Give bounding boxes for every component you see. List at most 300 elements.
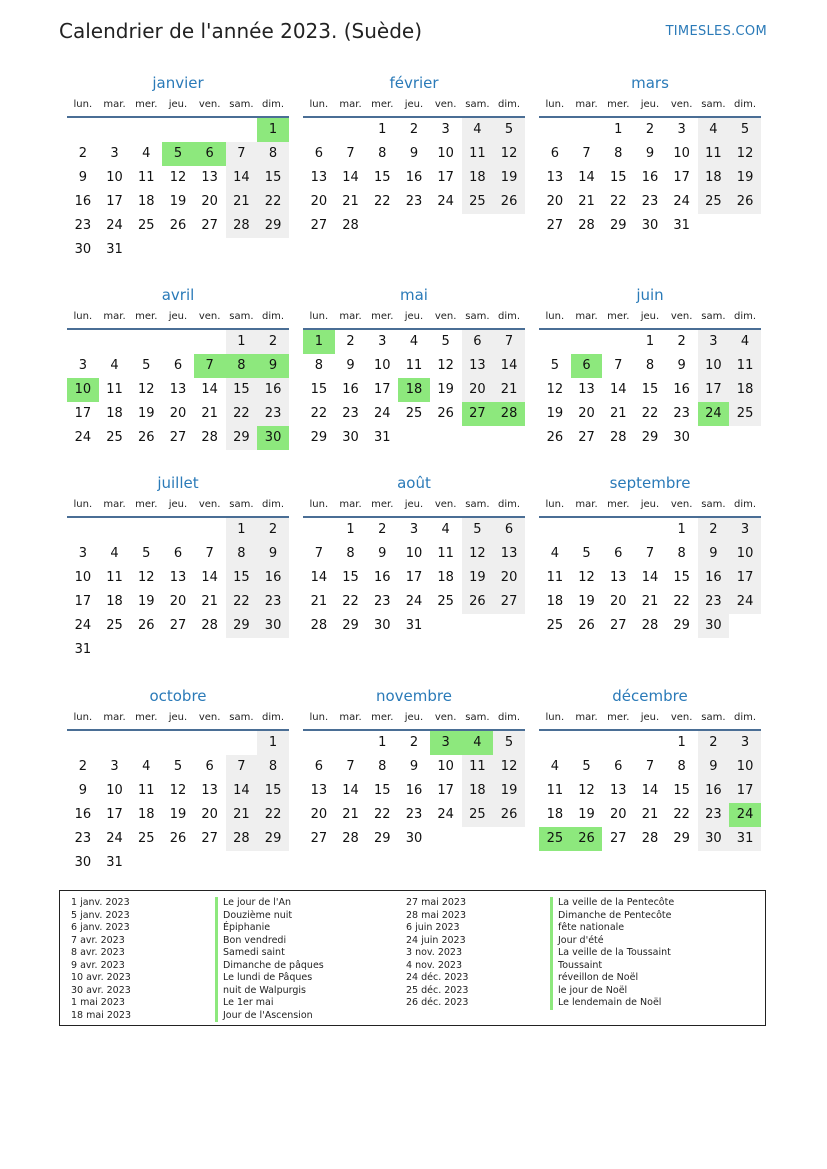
- day-cell: 20: [578, 406, 595, 421]
- day-cell: 19: [169, 807, 187, 822]
- day-cell: 27: [578, 430, 595, 445]
- holiday-day-cell: 25: [539, 827, 571, 851]
- day-cell: 17: [437, 170, 454, 185]
- day-grid: [539, 118, 761, 238]
- day-cell: 11: [137, 170, 155, 185]
- day-cell: 18: [137, 807, 155, 822]
- weekday-label: sam.: [465, 311, 490, 322]
- weekday-label: ven.: [198, 712, 221, 723]
- weekday-label: mer.: [607, 311, 630, 322]
- weekday-label: mer.: [371, 311, 394, 322]
- day-cell: 26: [169, 218, 187, 233]
- day-cell: 23: [257, 402, 289, 426]
- day-cell: 23: [641, 194, 659, 209]
- day-cell: 11: [546, 570, 564, 585]
- day-cell: 7: [493, 330, 525, 354]
- day-grid: [67, 118, 289, 262]
- weekday-label: mar.: [339, 311, 362, 322]
- legend-holiday-name: Jour d'été: [550, 935, 674, 948]
- empty-cell: [335, 118, 367, 142]
- day-cell: 31: [673, 218, 690, 233]
- day-cell: 24: [405, 594, 423, 609]
- legend-holiday-name: Le jour de l'An: [215, 897, 324, 910]
- holiday-day-cell: 5: [162, 142, 194, 166]
- legend-date: 30 avr. 2023: [71, 984, 131, 996]
- weekday-label: jeu.: [640, 311, 660, 322]
- day-cell: 31: [405, 618, 423, 633]
- weekday-label: sam.: [465, 99, 490, 110]
- empty-cell: [539, 518, 571, 542]
- day-cell: 25: [137, 218, 155, 233]
- day-cell: 18: [698, 166, 730, 190]
- day-cell: 11: [405, 358, 423, 373]
- weekday-label: sam.: [465, 712, 490, 723]
- day-cell: 23: [698, 590, 730, 614]
- weekday-label: jeu.: [168, 712, 188, 723]
- weekday-label: lun.: [309, 99, 329, 110]
- weekday-label: jeu.: [168, 99, 188, 110]
- month-4: [303, 284, 525, 450]
- day-cell: 22: [373, 194, 391, 209]
- day-cell: 20: [609, 807, 627, 822]
- day-cell: 27: [546, 218, 564, 233]
- day-cell: 4: [110, 546, 119, 561]
- day-cell: 21: [342, 807, 359, 822]
- day-cell: 28: [226, 827, 258, 851]
- day-cell: 12: [546, 382, 564, 397]
- weekday-label: jeu.: [168, 311, 188, 322]
- day-cell: 10: [405, 546, 423, 561]
- day-cell: 8: [645, 358, 655, 373]
- weekday-header: [303, 494, 525, 518]
- day-cell: 25: [546, 618, 564, 633]
- day-cell: 4: [729, 330, 761, 354]
- day-cell: 26: [137, 618, 155, 633]
- day-cell: 7: [226, 755, 258, 779]
- holiday-day-cell: 18: [398, 378, 430, 402]
- day-cell: 30: [641, 218, 659, 233]
- legend-date: 26 déc. 2023: [406, 997, 469, 1008]
- day-cell: 8: [378, 146, 387, 161]
- weekday-label: ven.: [198, 99, 221, 110]
- day-cell: 16: [405, 783, 423, 798]
- weekday-label: sam.: [229, 499, 254, 510]
- day-cell: 29: [342, 618, 359, 633]
- day-cell: 24: [673, 194, 690, 209]
- weekday-label: jeu.: [404, 99, 424, 110]
- day-cell: 16: [74, 194, 92, 209]
- day-cell: 22: [310, 406, 328, 421]
- day-grid: [67, 330, 289, 450]
- day-cell: 10: [729, 542, 761, 566]
- day-cell: 2: [645, 122, 655, 137]
- day-cell: 3: [698, 330, 730, 354]
- month-name: août: [397, 474, 431, 492]
- day-cell: 2: [257, 518, 289, 542]
- day-cell: 28: [609, 430, 627, 445]
- day-cell: 10: [373, 358, 391, 373]
- weekday-label: mer.: [135, 311, 158, 322]
- day-cell: 31: [373, 430, 391, 445]
- day-cell: 28: [226, 214, 258, 238]
- day-cell: 3: [441, 122, 450, 137]
- weekday-label: sam.: [701, 499, 726, 510]
- day-cell: 15: [673, 570, 690, 585]
- legend-date: 27 mai 2023: [406, 897, 467, 908]
- day-cell: 8: [257, 142, 289, 166]
- weekday-label: mer.: [135, 99, 158, 110]
- weekday-label: jeu.: [404, 712, 424, 723]
- day-cell: 20: [169, 594, 187, 609]
- day-cell: 12: [437, 358, 454, 373]
- day-cell: 29: [673, 831, 690, 846]
- day-cell: 18: [462, 779, 494, 803]
- weekday-label: sam.: [701, 712, 726, 723]
- day-cell: 3: [78, 546, 87, 561]
- day-cell: 11: [137, 783, 155, 798]
- weekday-label: lun.: [545, 99, 565, 110]
- day-cell: 22: [342, 594, 359, 609]
- day-cell: 21: [578, 194, 595, 209]
- day-cell: 5: [142, 546, 151, 561]
- weekday-label: sam.: [465, 499, 490, 510]
- day-cell: 24: [437, 807, 454, 822]
- day-cell: 17: [373, 382, 391, 397]
- day-cell: 23: [342, 406, 359, 421]
- day-cell: 25: [437, 594, 454, 609]
- legend-holiday-name: Épiphanie: [215, 922, 324, 935]
- day-cell: 20: [546, 194, 564, 209]
- holiday-day-cell: 26: [571, 827, 603, 851]
- day-cell: 4: [550, 546, 559, 561]
- day-cell: 10: [437, 146, 454, 161]
- day-cell: 1: [257, 731, 289, 755]
- legend-date: 7 avr. 2023: [71, 934, 125, 946]
- day-cell: 18: [546, 594, 564, 609]
- day-cell: 30: [257, 614, 289, 638]
- day-cell: 6: [173, 358, 183, 373]
- day-cell: 16: [373, 570, 391, 585]
- day-cell: 27: [609, 618, 627, 633]
- weekday-label: ven.: [434, 311, 457, 322]
- day-cell: 1: [645, 334, 655, 349]
- weekday-label: mar.: [103, 712, 126, 723]
- day-cell: 25: [137, 831, 155, 846]
- legend-date: 8 avr. 2023: [71, 947, 125, 958]
- weekday-label: dim.: [498, 99, 521, 110]
- legend-holiday-name: nuit de Walpurgis: [215, 985, 324, 998]
- empty-cell: [99, 330, 131, 354]
- legend-date: 3 nov. 2023: [406, 947, 462, 958]
- day-cell: 5: [550, 358, 559, 373]
- day-cell: 26: [462, 590, 494, 614]
- legend-date: 24 déc. 2023: [406, 972, 469, 983]
- day-cell: 2: [78, 146, 87, 161]
- day-grid: [303, 118, 525, 238]
- day-cell: 29: [226, 614, 258, 638]
- day-cell: 11: [698, 142, 730, 166]
- holiday-day-cell: 6: [571, 354, 603, 378]
- day-cell: 5: [729, 118, 761, 142]
- day-cell: 5: [462, 518, 494, 542]
- day-cell: 12: [493, 142, 525, 166]
- empty-cell: [571, 731, 603, 755]
- day-cell: 3: [378, 334, 387, 349]
- day-cell: 14: [226, 166, 258, 190]
- month-name: mars: [631, 74, 669, 92]
- day-cell: 3: [729, 731, 761, 755]
- day-cell: 13: [310, 783, 328, 798]
- day-cell: 22: [226, 402, 258, 426]
- day-cell: 27: [201, 218, 218, 233]
- weekday-label: jeu.: [168, 499, 188, 510]
- empty-cell: [67, 118, 99, 142]
- weekday-label: mar.: [575, 311, 598, 322]
- legend-names-left: [215, 897, 324, 1022]
- weekday-label: mer.: [135, 712, 158, 723]
- day-cell: 15: [609, 170, 627, 185]
- day-cell: 25: [462, 803, 494, 827]
- day-cell: 26: [546, 430, 564, 445]
- day-cell: 14: [609, 382, 627, 397]
- day-grid: [67, 518, 289, 662]
- empty-cell: [130, 118, 162, 142]
- day-cell: 1: [677, 522, 686, 537]
- day-cell: 16: [698, 566, 730, 590]
- day-cell: 28: [342, 218, 359, 233]
- day-cell: 26: [493, 190, 525, 214]
- day-cell: 23: [74, 831, 92, 846]
- weekday-header: [67, 306, 289, 330]
- day-cell: 26: [578, 618, 595, 633]
- day-cell: 10: [673, 146, 690, 161]
- day-cell: 21: [310, 594, 328, 609]
- day-cell: 16: [74, 807, 92, 822]
- day-cell: 15: [226, 566, 258, 590]
- empty-cell: [67, 330, 99, 354]
- empty-cell: [602, 518, 634, 542]
- legend-holiday-name: Samedi saint: [215, 947, 324, 960]
- weekday-label: ven.: [434, 99, 457, 110]
- weekday-label: ven.: [434, 499, 457, 510]
- empty-cell: [539, 330, 571, 354]
- legend-date: 1 janv. 2023: [71, 897, 130, 908]
- weekday-header: [539, 306, 761, 330]
- day-cell: 12: [137, 382, 155, 397]
- empty-cell: [194, 330, 226, 354]
- day-cell: 15: [641, 382, 659, 397]
- legend-holiday-name: réveillon de Noël: [550, 972, 674, 985]
- day-cell: 2: [698, 731, 730, 755]
- empty-cell: [303, 118, 335, 142]
- day-cell: 1: [677, 735, 686, 750]
- weekday-header: [67, 707, 289, 731]
- day-cell: 13: [609, 570, 627, 585]
- holiday-day-cell: 9: [257, 354, 289, 378]
- month-name: janvier: [152, 74, 204, 92]
- day-cell: 16: [257, 566, 289, 590]
- day-cell: 2: [346, 334, 355, 349]
- day-cell: 21: [609, 406, 627, 421]
- day-cell: 21: [226, 803, 258, 827]
- day-cell: 19: [493, 166, 525, 190]
- legend-holiday-name: Douzième nuit: [215, 910, 324, 923]
- day-cell: 30: [74, 242, 92, 257]
- day-cell: 21: [201, 406, 218, 421]
- day-cell: 12: [169, 783, 187, 798]
- day-cell: 28: [342, 831, 359, 846]
- legend-date: 4 nov. 2023: [406, 959, 462, 971]
- day-cell: 25: [106, 618, 123, 633]
- legend-holiday-name: Le lendemain de Noël: [550, 997, 674, 1010]
- day-cell: 7: [582, 146, 591, 161]
- day-cell: 7: [645, 759, 655, 774]
- empty-cell: [335, 731, 367, 755]
- empty-cell: [571, 518, 603, 542]
- day-cell: 16: [698, 779, 730, 803]
- day-cell: 28: [201, 430, 218, 445]
- weekday-header: [539, 707, 761, 731]
- empty-cell: [194, 731, 226, 755]
- day-cell: 29: [257, 214, 289, 238]
- month-name: décembre: [612, 687, 688, 705]
- day-cell: 22: [257, 803, 289, 827]
- day-cell: 9: [78, 783, 87, 798]
- day-cell: 17: [106, 807, 123, 822]
- weekday-label: ven.: [670, 311, 693, 322]
- weekday-label: mar.: [103, 499, 126, 510]
- day-cell: 12: [729, 142, 761, 166]
- day-cell: 10: [437, 759, 454, 774]
- day-cell: 6: [550, 146, 559, 161]
- day-cell: 3: [729, 518, 761, 542]
- weekday-label: jeu.: [640, 99, 660, 110]
- legend-date: 1 mai 2023: [71, 997, 125, 1008]
- day-cell: 26: [729, 190, 761, 214]
- brand-link[interactable]: TIMESLES.COM: [665, 24, 767, 39]
- day-cell: 18: [106, 594, 123, 609]
- day-cell: 20: [609, 594, 627, 609]
- day-cell: 19: [137, 406, 155, 421]
- month-9: [67, 685, 289, 875]
- weekday-label: lun.: [73, 499, 93, 510]
- day-cell: 26: [169, 831, 187, 846]
- day-cell: 29: [373, 831, 391, 846]
- weekday-label: sam.: [229, 712, 254, 723]
- empty-cell: [602, 330, 634, 354]
- day-cell: 5: [173, 759, 183, 774]
- day-cell: 11: [106, 570, 123, 585]
- weekday-label: lun.: [545, 499, 565, 510]
- day-cell: 14: [493, 354, 525, 378]
- day-cell: 3: [110, 759, 119, 774]
- day-cell: 22: [257, 190, 289, 214]
- day-cell: 21: [201, 594, 218, 609]
- empty-cell: [162, 518, 194, 542]
- weekday-label: mar.: [339, 99, 362, 110]
- weekday-label: dim.: [734, 99, 757, 110]
- day-cell: 14: [641, 783, 659, 798]
- day-cell: 31: [729, 827, 761, 851]
- day-cell: 4: [142, 146, 151, 161]
- empty-cell: [67, 731, 99, 755]
- day-cell: 19: [493, 779, 525, 803]
- day-cell: 30: [74, 855, 92, 870]
- weekday-label: jeu.: [404, 311, 424, 322]
- weekday-label: dim.: [262, 99, 285, 110]
- day-cell: 15: [673, 783, 690, 798]
- month-name: avril: [161, 286, 195, 304]
- empty-cell: [99, 118, 131, 142]
- day-cell: 23: [405, 807, 423, 822]
- day-cell: 1: [226, 330, 258, 354]
- day-cell: 5: [582, 759, 591, 774]
- day-cell: 30: [405, 831, 423, 846]
- day-cell: 9: [346, 358, 355, 373]
- legend-holiday-name: Bon vendredi: [215, 935, 324, 948]
- legend-holiday-name: Dimanche de Pentecôte: [550, 910, 674, 923]
- day-grid: [539, 330, 761, 450]
- weekday-label: dim.: [498, 712, 521, 723]
- day-cell: 1: [378, 122, 387, 137]
- day-grid: [67, 731, 289, 875]
- weekday-header: [67, 94, 289, 118]
- month-name: juillet: [157, 474, 199, 492]
- day-cell: 14: [578, 170, 595, 185]
- day-cell: 19: [462, 566, 494, 590]
- weekday-label: dim.: [498, 499, 521, 510]
- day-grid: [303, 330, 525, 450]
- day-cell: 26: [493, 803, 525, 827]
- day-grid: [539, 731, 761, 851]
- day-cell: 17: [74, 406, 92, 421]
- day-cell: 8: [257, 755, 289, 779]
- day-cell: 14: [201, 570, 218, 585]
- day-cell: 28: [201, 618, 218, 633]
- day-cell: 3: [78, 358, 87, 373]
- holiday-day-cell: 30: [257, 426, 289, 450]
- day-cell: 10: [106, 783, 123, 798]
- day-cell: 8: [677, 546, 686, 561]
- day-cell: 8: [614, 146, 623, 161]
- day-cell: 4: [110, 358, 119, 373]
- day-cell: 14: [641, 570, 659, 585]
- empty-cell: [571, 330, 603, 354]
- day-cell: 13: [201, 170, 218, 185]
- weekday-label: ven.: [670, 99, 693, 110]
- day-cell: 12: [578, 783, 595, 798]
- weekday-header: [539, 94, 761, 118]
- weekday-label: ven.: [670, 499, 693, 510]
- day-cell: 19: [169, 194, 187, 209]
- weekday-label: mer.: [371, 499, 394, 510]
- day-cell: 23: [698, 803, 730, 827]
- month-name: octobre: [149, 687, 207, 705]
- month-name: juin: [636, 286, 664, 304]
- day-cell: 12: [493, 755, 525, 779]
- weekday-label: mer.: [607, 499, 630, 510]
- day-cell: 2: [698, 518, 730, 542]
- day-cell: 6: [205, 759, 214, 774]
- day-cell: 2: [409, 122, 419, 137]
- empty-cell: [162, 330, 194, 354]
- day-cell: 29: [226, 426, 258, 450]
- day-cell: 3: [110, 146, 119, 161]
- weekday-label: mar.: [103, 99, 126, 110]
- month-name: mai: [400, 286, 428, 304]
- day-cell: 2: [257, 330, 289, 354]
- day-cell: 6: [314, 759, 323, 774]
